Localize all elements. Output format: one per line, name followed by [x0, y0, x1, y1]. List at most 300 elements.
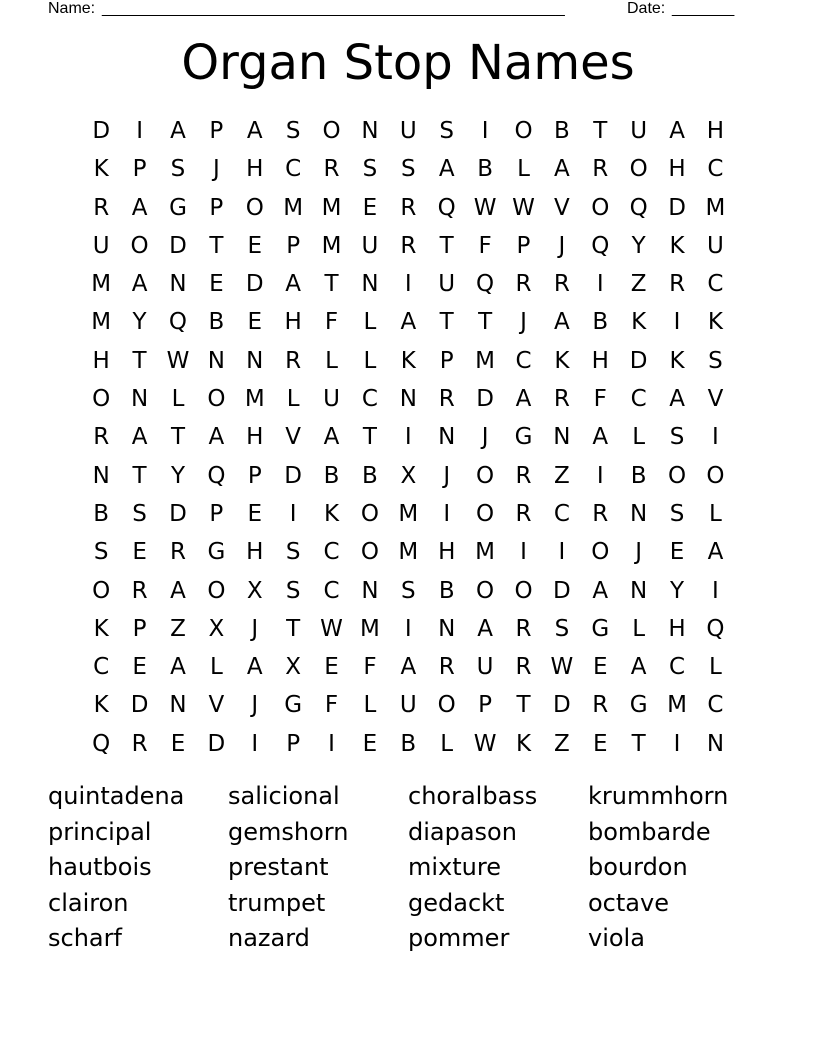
grid-cell: Q: [706, 615, 725, 642]
grid-cell: H: [591, 347, 609, 374]
grid-cell: U: [92, 232, 110, 259]
grid-cell: D: [629, 347, 648, 374]
grid-cell: A: [131, 271, 148, 298]
grid-cell: L: [363, 692, 377, 719]
grid-cell: A: [170, 118, 186, 144]
grid-cell: J: [251, 692, 259, 719]
grid-cell: J: [443, 462, 451, 489]
grid-cell: F: [324, 692, 339, 719]
grid-cell: E: [669, 539, 685, 566]
word-list-item: hautbois: [48, 853, 152, 882]
grid-cell: G: [284, 692, 303, 719]
grid-cell: O: [437, 692, 456, 719]
grid-cell: O: [476, 462, 495, 489]
header-line: [48, 0, 748, 20]
word-list-item: diapason: [408, 817, 517, 846]
word-list-item: salicional: [228, 782, 340, 810]
grid-cell: U: [707, 232, 724, 259]
grid-cell: W: [473, 730, 497, 757]
grid-cell: N: [169, 692, 187, 719]
grid-cell: I: [712, 424, 719, 451]
grid-cell: P: [286, 730, 301, 757]
grid-cell: C: [630, 386, 647, 413]
grid-cell: N: [399, 386, 417, 413]
word-list-item: viola: [588, 924, 645, 953]
grid-cell: B: [592, 309, 609, 336]
word-list-item: clairon: [48, 888, 129, 917]
grid-cell: P: [516, 232, 531, 259]
grid-cell: N: [169, 271, 187, 298]
grid-cell: N: [706, 730, 725, 757]
grid-cell: E: [593, 654, 608, 681]
grid-cell: P: [247, 462, 262, 489]
grid-cell: K: [554, 347, 570, 374]
grid-cell: Q: [168, 309, 188, 336]
grid-cell: T: [132, 462, 147, 489]
grid-cell: R: [515, 462, 532, 489]
grid-cell: S: [669, 424, 685, 451]
grid-cell: T: [439, 232, 454, 259]
grid-cell: C: [361, 386, 378, 413]
grid-cell: R: [400, 232, 417, 259]
grid-cell: D: [169, 232, 187, 259]
name-label: Name:: [48, 0, 96, 17]
grid-cell: K: [669, 347, 685, 374]
grid-cell: M: [398, 500, 419, 527]
grid-cell: W: [550, 654, 574, 681]
grid-cell: N: [438, 615, 456, 642]
grid-cell: N: [438, 424, 456, 451]
grid-cell: N: [361, 271, 379, 298]
grid-cell: P: [439, 347, 454, 374]
grid-cell: F: [324, 309, 339, 336]
grid-cell: A: [554, 156, 570, 183]
grid-cell: C: [323, 577, 340, 604]
grid-cell: I: [251, 730, 259, 757]
grid-cell: E: [247, 309, 263, 336]
grid-cell: Q: [476, 271, 495, 298]
grid-cell: A: [323, 424, 340, 451]
grid-cell: S: [285, 577, 301, 604]
grid-cell: L: [709, 654, 722, 681]
grid-cell: O: [514, 577, 533, 604]
grid-cell: O: [207, 577, 226, 604]
grid-cell: R: [285, 347, 302, 374]
grid-cell: N: [92, 462, 110, 489]
grid-cell: S: [401, 156, 416, 183]
grid-cell: X: [208, 615, 225, 642]
grid-cell: K: [400, 347, 416, 374]
grid-cell: I: [673, 309, 681, 336]
grid-cell: A: [669, 386, 685, 413]
grid-cell: B: [438, 577, 455, 604]
grid-cell: T: [362, 424, 377, 451]
grid-cell: M: [321, 232, 342, 259]
grid-cell: D: [284, 462, 302, 489]
grid-cell: U: [361, 232, 379, 259]
grid-cell: I: [712, 577, 719, 604]
grid-cell: S: [132, 500, 147, 527]
grid-cell: E: [324, 654, 339, 681]
grid-cell: T: [209, 232, 224, 259]
grid-cell: M: [475, 347, 496, 374]
grid-cell: Z: [554, 730, 570, 757]
grid-cell: O: [706, 462, 725, 489]
grid-cell: E: [132, 539, 147, 566]
grid-cell: Z: [630, 271, 647, 298]
grid-cell: U: [476, 654, 494, 681]
grid-cell: D: [207, 730, 226, 757]
grid-cell: A: [669, 118, 685, 144]
grid-cell: B: [362, 462, 378, 489]
grid-cell: T: [170, 424, 185, 451]
word-list-item: bombarde: [588, 817, 711, 846]
grid-cell: K: [515, 730, 532, 757]
grid-cell: Q: [92, 730, 111, 757]
grid-cell: A: [400, 309, 417, 336]
grid-cell: M: [283, 194, 304, 221]
grid-cell: R: [438, 386, 455, 413]
grid-cell: U: [438, 271, 456, 298]
word-list-item: principal: [48, 817, 152, 846]
grid-cell: W: [166, 347, 190, 374]
grid-cell: J: [558, 232, 566, 259]
grid-cell: L: [363, 347, 377, 374]
grid-cell: R: [515, 615, 532, 642]
grid-cell: M: [705, 194, 726, 221]
grid-cell: P: [209, 194, 224, 221]
grid-cell: D: [553, 692, 571, 719]
grid-cell: O: [629, 156, 648, 183]
grid-cell: R: [515, 654, 532, 681]
grid-cell: E: [247, 232, 263, 259]
grid-cell: S: [285, 539, 301, 566]
grid-cell: S: [439, 118, 455, 144]
grid-cell: B: [400, 730, 417, 757]
grid-cell: A: [630, 654, 647, 681]
grid-cell: A: [592, 424, 609, 451]
grid-cell: E: [362, 730, 378, 757]
grid-cell: K: [323, 500, 340, 527]
grid-cell: H: [246, 156, 264, 183]
grid-cell: A: [554, 309, 570, 336]
grid-cell: D: [553, 577, 571, 604]
grid-cell: A: [246, 654, 263, 681]
grid-cell: T: [132, 347, 147, 374]
grid-cell: L: [632, 615, 646, 642]
grid-cell: R: [131, 577, 148, 604]
grid-cell: R: [93, 194, 110, 221]
grid-cell: D: [245, 271, 264, 298]
grid-cell: T: [286, 615, 301, 642]
grid-cell: P: [132, 615, 147, 642]
grid-cell: N: [630, 577, 648, 604]
grid-cell: L: [363, 309, 377, 336]
grid-cell: X: [246, 577, 263, 604]
grid-cell: M: [360, 615, 380, 642]
grid-cell: N: [553, 424, 571, 451]
word-list-item: octave: [588, 888, 669, 917]
grid-cell: I: [673, 730, 681, 757]
grid-cell: B: [93, 500, 110, 527]
grid-cell: A: [131, 424, 148, 451]
grid-cell: B: [630, 462, 647, 489]
grid-cell: R: [400, 194, 417, 221]
grid-cell: W: [512, 194, 535, 221]
grid-cell: R: [323, 156, 340, 183]
grid-cell: E: [593, 730, 608, 757]
grid-cell: N: [130, 386, 149, 413]
grid-cell: Z: [170, 615, 186, 642]
grid-cell: A: [438, 156, 455, 183]
grid-cell: V: [285, 424, 302, 451]
grid-cell: L: [632, 424, 646, 451]
grid-cell: L: [440, 730, 454, 757]
grid-cell: M: [91, 309, 112, 336]
grid-cell: H: [246, 539, 264, 566]
grid-cell: A: [246, 118, 263, 144]
grid-cell: I: [289, 500, 297, 527]
grid-cell: P: [478, 692, 493, 719]
word-list-item: mixture: [408, 853, 501, 882]
grid-cell: P: [286, 232, 301, 259]
grid-cell: R: [553, 386, 570, 413]
grid-cell: I: [328, 730, 335, 757]
grid-cell: Y: [631, 232, 646, 259]
grid-cell: A: [515, 386, 532, 413]
grid-cell: G: [169, 194, 187, 221]
grid-cell: A: [707, 539, 724, 566]
grid-cell: W: [320, 615, 343, 642]
word-list-item: bourdon: [588, 853, 688, 882]
grid-cell: Y: [132, 309, 147, 336]
grid-cell: U: [399, 118, 417, 144]
grid-cell: V: [554, 194, 570, 221]
grid-cell: X: [400, 462, 417, 489]
grid-cell: C: [669, 654, 686, 681]
grid-cell: I: [596, 271, 604, 298]
grid-cell: O: [360, 539, 379, 566]
grid-cell: Y: [670, 577, 685, 604]
grid-cell: J: [251, 615, 259, 642]
grid-cell: R: [592, 692, 609, 719]
grid-cell: H: [668, 156, 686, 183]
grid-cell: T: [516, 692, 531, 719]
page-title: Organ Stop Names: [181, 35, 635, 91]
grid-cell: M: [398, 539, 419, 566]
grid-cell: D: [476, 386, 494, 413]
grid-cell: T: [324, 271, 339, 298]
grid-cell: J: [481, 424, 489, 451]
grid-cell: C: [707, 692, 724, 719]
grid-cell: C: [707, 271, 724, 298]
grid-cell: E: [170, 730, 186, 757]
grid-cell: Y: [170, 462, 185, 489]
word-list-item: choralbass: [408, 782, 538, 810]
grid-cell: I: [404, 424, 412, 451]
grid-cell: J: [520, 309, 527, 336]
grid-cell: K: [93, 615, 109, 642]
grid-cell: C: [323, 539, 340, 566]
grid-cell: I: [520, 539, 527, 566]
grid-cell: P: [209, 118, 224, 144]
grid-cell: J: [212, 156, 220, 183]
grid-cell: N: [246, 347, 264, 374]
grid-cell: N: [207, 347, 225, 374]
grid-cell: I: [404, 615, 412, 642]
word-list-item: pommer: [408, 924, 510, 953]
grid-cell: P: [209, 500, 224, 527]
grid-cell: N: [361, 118, 379, 144]
grid-cell: S: [708, 347, 723, 374]
grid-cell: S: [669, 500, 685, 527]
grid-cell: F: [363, 654, 377, 681]
grid-cell: K: [93, 156, 109, 183]
grid-cell: O: [476, 577, 495, 604]
grid-cell: Q: [591, 232, 610, 259]
grid-cell: Q: [207, 462, 226, 489]
grid-cell: H: [284, 309, 302, 336]
grid-cell: P: [132, 156, 147, 183]
grid-cell: G: [514, 424, 533, 451]
grid-cell: C: [515, 347, 532, 374]
grid-cell: R: [169, 539, 186, 566]
grid-cell: B: [553, 118, 570, 144]
grid-cell: X: [285, 654, 302, 681]
grid-cell: L: [709, 500, 722, 527]
grid-cell: S: [285, 118, 301, 144]
grid-cell: R: [592, 156, 609, 183]
grid-cell: R: [93, 424, 110, 451]
grid-cell: I: [404, 271, 412, 298]
grid-cell: K: [669, 232, 685, 259]
grid-cell: I: [136, 118, 143, 144]
grid-cell: B: [477, 156, 493, 183]
grid-cell: R: [515, 500, 532, 527]
grid-cell: R: [438, 654, 455, 681]
grid-cell: K: [631, 309, 647, 336]
word-list-item: quintadena: [48, 782, 185, 810]
grid-cell: N: [361, 577, 379, 604]
grid-cell: U: [630, 118, 648, 144]
grid-cell: D: [169, 500, 187, 527]
word-list-item: scharf: [48, 924, 122, 953]
grid-cell: C: [553, 500, 570, 527]
grid-cell: M: [244, 386, 265, 413]
grid-cell: F: [478, 232, 492, 259]
grid-cell: E: [132, 654, 147, 681]
grid-cell: M: [667, 692, 687, 719]
grid-cell: O: [476, 500, 495, 527]
grid-cell: O: [322, 118, 341, 144]
grid-cell: Q: [629, 194, 648, 221]
grid-cell: D: [130, 692, 149, 719]
grid-cell: O: [668, 462, 687, 489]
grid-cell: J: [635, 539, 643, 566]
grid-cell: S: [93, 539, 109, 566]
grid-cell: A: [592, 577, 609, 604]
grid-cell: V: [208, 692, 225, 719]
grid-cell: A: [400, 654, 417, 681]
grid-cell: A: [170, 654, 186, 681]
grid-cell: A: [170, 577, 186, 604]
grid-cell: O: [92, 577, 111, 604]
grid-cell: O: [207, 386, 226, 413]
word-list-item: nazard: [228, 924, 310, 953]
grid-cell: H: [706, 118, 725, 144]
grid-cell: Q: [437, 194, 456, 221]
grid-cell: K: [93, 692, 109, 719]
grid-cell: R: [515, 271, 532, 298]
grid-cell: I: [558, 539, 566, 566]
grid-cell: V: [707, 386, 724, 413]
name-blank-line: ____________________________________________________: [102, 0, 565, 17]
grid-cell: M: [321, 194, 342, 221]
grid-cell: K: [707, 309, 723, 336]
date-blank-line: _______: [672, 0, 735, 17]
word-list: [48, 779, 768, 957]
grid-cell: O: [591, 539, 610, 566]
grid-cell: L: [171, 386, 185, 413]
grid-cell: H: [438, 539, 456, 566]
word-list-item: prestant: [228, 853, 329, 882]
word-list-item: trumpet: [228, 888, 326, 917]
grid-cell: D: [668, 194, 686, 221]
grid-cell: I: [443, 500, 451, 527]
grid-cell: B: [208, 309, 225, 336]
letter-grid: [82, 112, 735, 763]
word-list-item: gedackt: [408, 888, 505, 917]
grid-cell: E: [247, 500, 263, 527]
grid-cell: H: [92, 347, 110, 374]
grid-cell: W: [473, 194, 497, 221]
grid-cell: C: [285, 156, 302, 183]
grid-cell: G: [591, 615, 610, 642]
grid-cell: T: [593, 118, 608, 144]
grid-cell: O: [514, 118, 533, 144]
grid-cell: G: [207, 539, 226, 566]
date-label: Date:: [627, 0, 666, 17]
grid-cell: R: [592, 500, 609, 527]
grid-cell: Z: [554, 462, 570, 489]
grid-cell: T: [478, 309, 493, 336]
grid-cell: L: [286, 386, 300, 413]
grid-cell: F: [593, 386, 607, 413]
grid-cell: C: [93, 654, 110, 681]
grid-cell: U: [323, 386, 340, 413]
grid-cell: G: [629, 692, 648, 719]
grid-cell: O: [245, 194, 264, 221]
grid-cell: H: [668, 615, 686, 642]
grid-cell: T: [631, 730, 646, 757]
grid-cell: E: [209, 271, 224, 298]
grid-cell: U: [399, 692, 417, 719]
grid-cell: I: [596, 462, 604, 489]
grid-cell: A: [285, 271, 302, 298]
grid-cell: O: [360, 500, 379, 527]
grid-cell: D: [92, 118, 111, 144]
grid-cell: S: [170, 156, 186, 183]
word-list-item: krummhorn: [588, 782, 729, 810]
grid-cell: L: [325, 347, 338, 374]
grid-cell: C: [707, 156, 724, 183]
grid-cell: A: [208, 424, 225, 451]
grid-cell: O: [130, 232, 149, 259]
grid-cell: L: [517, 156, 530, 183]
word-list-item: gemshorn: [228, 817, 349, 846]
grid-cell: L: [209, 654, 223, 681]
grid-cell: R: [131, 730, 148, 757]
